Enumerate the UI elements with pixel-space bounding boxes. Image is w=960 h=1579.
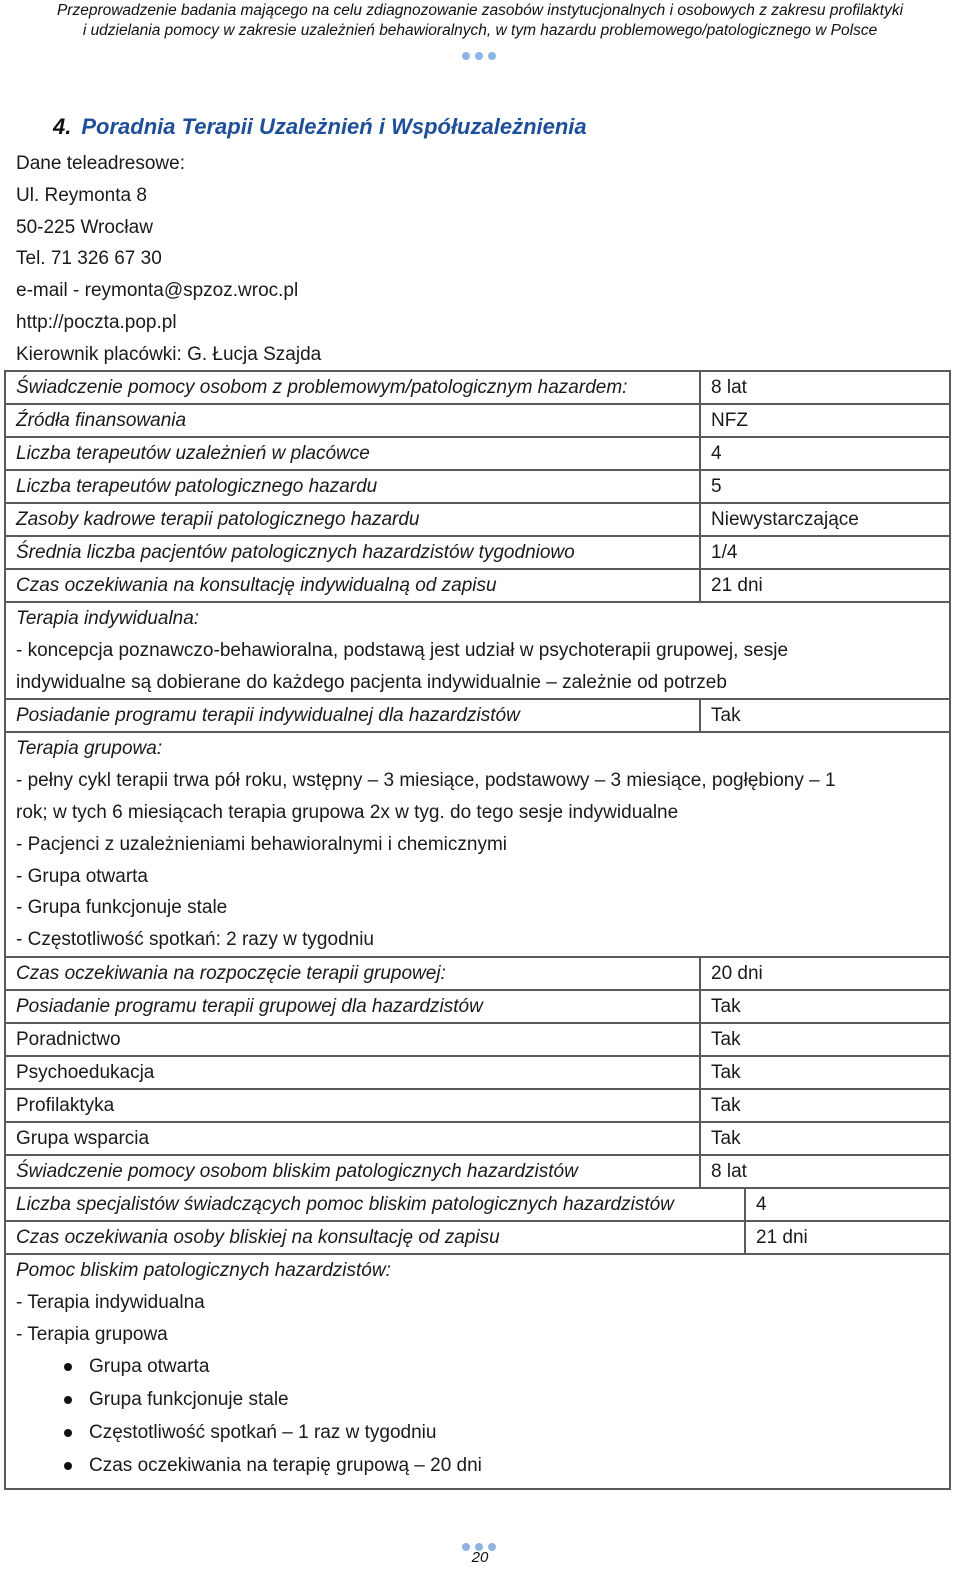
- row-label: Poradnictwo: [5, 1023, 700, 1056]
- row-value: NFZ: [700, 404, 950, 437]
- row-value: 21 dni: [745, 1221, 950, 1254]
- group-therapy-cell: [5, 732, 950, 957]
- header-line-1: Przeprowadzenie badania mającego na celu zdiagnozowanie zasobów instytucjonalnych i osobowych z zakresu profilaktyki: [56, 2, 904, 19]
- header-line-2: i udzielania pomocy w zakresie uzależnień behawioralnych, w tym hazardu problemowego/patologicznego w Polsce: [82, 22, 878, 39]
- table-row: [5, 1188, 950, 1221]
- family-help-cell: [5, 1254, 950, 1489]
- table-row: [5, 957, 950, 990]
- row-label: Grupa wsparcia: [5, 1122, 700, 1155]
- contact-web: http://poczta.pop.pl: [16, 311, 177, 333]
- table-row: [5, 1254, 950, 1489]
- row-label: Profilaktyka: [5, 1089, 700, 1122]
- table-row: [5, 1089, 950, 1122]
- table-row: [5, 536, 950, 569]
- family-help-line: - Terapia indywidualna: [16, 1291, 205, 1313]
- individual-therapy-line: - koncepcja poznawczo-behawioralna, podstawą jest udział w psychoterapii grupowej, sesje: [16, 639, 789, 661]
- row-value: 4: [745, 1188, 950, 1221]
- table-row: [5, 503, 950, 536]
- row-label: Liczba specjalistów świadczących pomoc bliskim patologicznych hazardzistów: [5, 1188, 745, 1221]
- family-help-bullet-list: [16, 1350, 939, 1482]
- row-value: Niewystarczające: [700, 503, 950, 536]
- row-label: Czas oczekiwania na konsultację indywidualną od zapisu: [5, 569, 700, 602]
- group-therapy-line: rok; w tych 6 miesiącach terapia grupowa 2x w tyg. do tego sesje indywidualne: [16, 801, 679, 823]
- family-help-heading: Pomoc bliskim patologicznych hazardzistów:: [16, 1259, 391, 1281]
- list-item: Grupa otwarta: [16, 1350, 939, 1383]
- table-row: [5, 602, 950, 699]
- row-label: Źródła finansowania: [5, 404, 700, 437]
- info-table: [4, 370, 951, 1490]
- contact-street: Ul. Reymonta 8: [16, 184, 147, 206]
- contact-email: e-mail - reymonta@spzoz.wroc.pl: [16, 280, 299, 302]
- row-value: Tak: [700, 1122, 950, 1155]
- row-value: Tak: [700, 1056, 950, 1089]
- row-value: 5: [700, 470, 950, 503]
- table-row: [5, 732, 950, 957]
- group-therapy-heading: Terapia grupowa:: [16, 738, 163, 760]
- row-label: Czas oczekiwania osoby bliskiej na konsultację od zapisu: [5, 1221, 745, 1254]
- row-value: 1/4: [700, 536, 950, 569]
- row-value: 8 lat: [700, 1155, 950, 1188]
- row-value: 8 lat: [700, 371, 950, 404]
- individual-therapy-cell: [5, 602, 950, 699]
- row-value: Tak: [700, 990, 950, 1023]
- contact-manager: Kierownik placówki: G. Łucja Szajda: [16, 343, 322, 365]
- row-value: Tak: [700, 1089, 950, 1122]
- family-help-line: - Terapia grupowa: [16, 1323, 168, 1345]
- table-row: [5, 371, 950, 404]
- section-title: [53, 114, 587, 140]
- individual-therapy-heading: Terapia indywidualna:: [16, 608, 200, 629]
- group-therapy-line: - pełny cykl terapii trwa pół roku, wstępny – 3 miesiące, podstawowy – 3 miesiące, pogłębiony – 1: [16, 770, 836, 792]
- table-row: [5, 437, 950, 470]
- table-row: [5, 470, 950, 503]
- page-number: 20: [471, 1549, 489, 1566]
- table-row: [5, 1023, 950, 1056]
- row-value: 21 dni: [700, 569, 950, 602]
- row-label: Psychoedukacja: [5, 1056, 700, 1089]
- list-item: Grupa funkcjonuje stale: [16, 1383, 939, 1416]
- row-value: Tak: [700, 699, 950, 732]
- row-label: Liczba terapeutów uzależnień w placówce: [5, 437, 700, 470]
- footer-dots-icon: [462, 1538, 501, 1548]
- list-item: Częstotliwość spotkań – 1 raz w tygodniu: [16, 1416, 939, 1449]
- row-label: Posiadanie programu terapii grupowej dla hazardzistów: [5, 990, 700, 1023]
- section-title-text: Poradnia Terapii Uzależnień i Współuzależnienia: [81, 114, 587, 139]
- group-therapy-line: - Grupa otwarta: [16, 865, 148, 887]
- table-row: [5, 1155, 950, 1188]
- contact-phone: Tel. 71 326 67 30: [16, 248, 162, 270]
- table-row: [5, 990, 950, 1023]
- table-row: [5, 699, 950, 732]
- individual-therapy-line: indywidualne są dobierane do każdego pacjenta indywidualnie – zależnie od potrzeb: [16, 671, 727, 693]
- row-value: Tak: [700, 1023, 950, 1056]
- contact-city: 50-225 Wrocław: [16, 216, 153, 238]
- table-row: [5, 1221, 950, 1254]
- row-value: 4: [700, 437, 950, 470]
- page-header: [0, 0, 960, 39]
- row-label: Średnia liczba pacjentów patologicznych hazardzistów tygodniowo: [5, 536, 700, 569]
- row-label: Świadczenie pomocy osobom bliskim patologicznych hazardzistów: [5, 1155, 700, 1188]
- row-label: Zasoby kadrowe terapii patologicznego hazardu: [5, 503, 700, 536]
- group-therapy-line: - Pacjenci z uzależnieniami behawioralnymi i chemicznymi: [16, 833, 508, 855]
- row-value: 20 dni: [700, 957, 950, 990]
- row-label: Posiadanie programu terapii indywidualnej dla hazardzistów: [5, 699, 700, 732]
- header-dots-icon: [462, 47, 501, 57]
- table-row: [5, 1056, 950, 1089]
- table-row: [5, 404, 950, 437]
- group-therapy-line: - Częstotliwość spotkań: 2 razy w tygodniu: [16, 929, 374, 951]
- contact-heading: Dane teleadresowe:: [16, 153, 185, 174]
- list-item: Czas oczekiwania na terapię grupową – 20 dni: [16, 1449, 939, 1482]
- row-label: Świadczenie pomocy osobom z problemowym/patologicznym hazardem:: [5, 371, 700, 404]
- section-number: 4.: [53, 114, 72, 139]
- contact-block: [16, 148, 321, 371]
- table-row: [5, 569, 950, 602]
- row-label: Liczba terapeutów patologicznego hazardu: [5, 470, 700, 503]
- group-therapy-line: - Grupa funkcjonuje stale: [16, 897, 228, 919]
- table-row: [5, 1122, 950, 1155]
- row-label: Czas oczekiwania na rozpoczęcie terapii grupowej:: [5, 957, 700, 990]
